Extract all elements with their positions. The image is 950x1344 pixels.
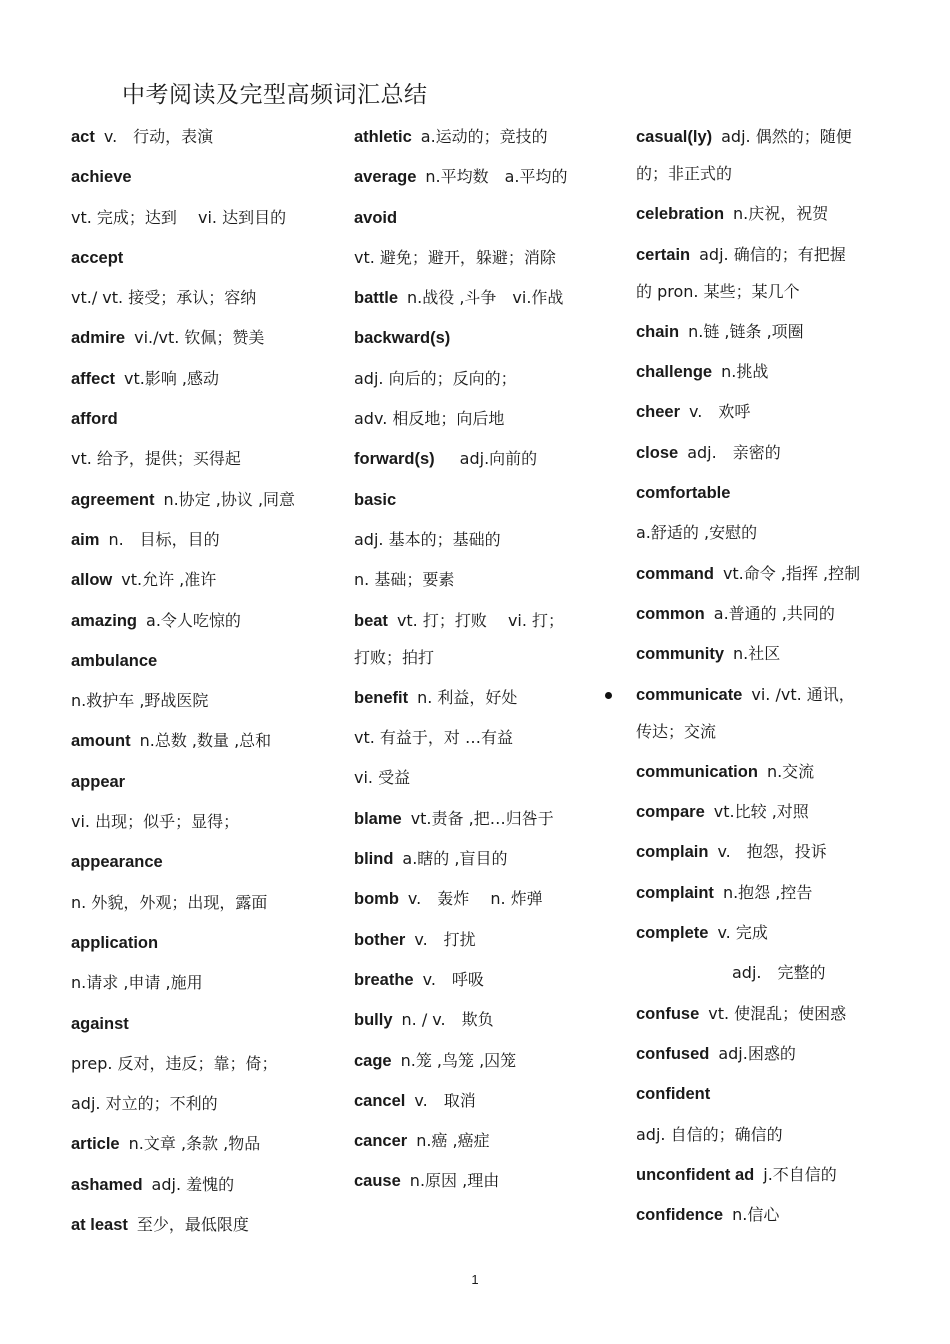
vocab-word: act (71, 128, 95, 146)
vocab-word: ambulance (71, 651, 158, 670)
vocab-word: amazing (71, 611, 138, 630)
vocab-definition: n. 利益，好处 (417, 687, 518, 707)
vocab-word: close (636, 443, 679, 462)
vocab-definition: vt. 使混乱；使困惑 (708, 1003, 847, 1023)
vocab-entry (71, 886, 333, 926)
vocab-entry (354, 1044, 616, 1084)
vocab-entry (636, 315, 880, 355)
vocab-definition: vi. 出现；似乎；显得； (71, 812, 240, 832)
vocab-word: cheer (636, 403, 681, 422)
vocab-word: blame (354, 809, 402, 828)
vocab-definition: n.文章 ,条款 ,物品 (128, 1134, 261, 1154)
vocab-entry (354, 321, 616, 361)
vocab-entry (71, 805, 333, 845)
vocab-word: admire (71, 329, 126, 348)
vocab-column-3 (636, 120, 880, 1238)
vocab-definition: n.交流 (766, 761, 815, 781)
vocab-entry (71, 1127, 333, 1167)
vocab-word: agreement (71, 490, 155, 509)
vocab-entry (354, 963, 616, 1003)
vocab-entry (636, 1037, 880, 1077)
vocab-word: cancer (354, 1132, 408, 1151)
vocab-entry (71, 1047, 333, 1087)
vocab-entry (354, 802, 616, 842)
vocab-word: at least (71, 1216, 128, 1235)
vocab-definition: v. 轰炸 n. 炸弹 (407, 889, 543, 909)
vocab-word: certain (636, 245, 691, 264)
vocab-entry (354, 882, 616, 922)
vocab-definition: v. 打扰 (414, 929, 476, 949)
vocab-definition: n.平均数 a.平均的 (425, 167, 568, 187)
vocab-word: bully (354, 1011, 393, 1030)
vocab-word: against (71, 1014, 129, 1033)
vocab-word: afford (71, 410, 118, 429)
vocab-entry (354, 281, 616, 321)
vocab-word: confused (636, 1044, 710, 1063)
vocab-entry (71, 765, 333, 805)
vocab-entry (354, 721, 616, 761)
vocab-definition: 传达；交流 (636, 721, 717, 741)
vocab-definition: adj. 完整的 (732, 963, 826, 983)
vocab-definition: vt.影响 ,感动 (124, 368, 220, 388)
vocab-word: beat (354, 611, 388, 630)
vocab-definition: 打败；拍打 (354, 647, 435, 667)
vocab-entry (71, 402, 333, 442)
vocab-definition: n.协定 ,协议 ,同意 (163, 489, 296, 509)
vocab-definition: v. 行动，表演 (103, 127, 214, 146)
vocab-definition: 的 pron. 某些；某几个 (636, 281, 800, 301)
vocab-definition: adv. 相反地；向后地 (354, 409, 505, 429)
vocab-entry (354, 160, 616, 200)
vocab-definition: n. 基础；要素 (354, 570, 455, 590)
vocab-entry (636, 997, 880, 1037)
vocab-word: basic (354, 490, 397, 509)
vocab-entry (636, 876, 880, 916)
vocab-entry (354, 362, 616, 402)
vocab-entry (354, 1003, 616, 1043)
vocab-definition: vt. 完成；达到 vi. 达到目的 (71, 207, 287, 227)
vocab-word: blind (354, 850, 394, 869)
vocab-word: confidence (636, 1206, 724, 1225)
vocab-entry (636, 275, 880, 315)
vocab-definition: n.癌 ,癌症 (416, 1131, 490, 1151)
vocab-definition: a.普通的 ,共同的 (713, 603, 835, 623)
vocab-entry (636, 557, 880, 597)
vocab-definition: vt.比较 ,对照 (713, 802, 809, 822)
vocab-entry (71, 120, 333, 160)
vocab-word: celebration (636, 205, 725, 224)
vocab-entry (71, 684, 333, 724)
vocab-definition: v. 欢呼 (689, 402, 751, 422)
vocab-word: application (71, 933, 159, 952)
vocab-word: bomb (354, 890, 399, 909)
vocab-entry (354, 1084, 616, 1124)
vocab-entry (354, 1124, 616, 1164)
vocab-entry (71, 523, 333, 563)
vocab-entry (71, 201, 333, 241)
vocab-definition: vi./vt. 钦佩；赞美 (134, 328, 265, 348)
vocab-word: allow (71, 571, 113, 590)
vocab-entry (71, 362, 333, 402)
vocab-entry (71, 563, 333, 603)
vocab-definition: v. 呼吸 (422, 969, 484, 989)
vocab-entry (71, 483, 333, 523)
vocab-entry (71, 1087, 333, 1127)
vocab-definition: adj.向前的 (443, 449, 538, 469)
vocab-definition: j.不自信的 (763, 1164, 837, 1184)
vocab-word: affect (71, 369, 116, 388)
vocab-definition: n.链 ,链条 ,项圈 (688, 321, 804, 341)
vocab-definition: 的；非正式的 (636, 164, 733, 183)
vocab-word: battle (354, 289, 399, 308)
vocab-entry (354, 604, 616, 641)
vocab-definition: n. 目标，目的 (108, 529, 220, 549)
vocab-word: ashamed (71, 1175, 143, 1194)
vocab-entry (354, 842, 616, 882)
vocab-entry (354, 201, 616, 241)
vocab-entry (71, 966, 333, 1006)
vocab-definition: vt./ vt. 接受；承认；容纳 (71, 288, 257, 308)
vocab-word: compare (636, 803, 705, 822)
vocab-word: cause (354, 1172, 401, 1191)
vocab-word: bother (354, 930, 406, 949)
vocab-definition: 至少，最低限度 (136, 1215, 249, 1235)
vocab-definition: a.运动的；竞技的 (420, 127, 548, 146)
vocab-definition: prep. 反对，违反；靠；倚； (71, 1053, 278, 1073)
vocab-definition: vt. 避免；避开，躲避；消除 (354, 247, 556, 267)
vocab-definition: vt.责备 ,把…归咎于 (410, 808, 554, 828)
vocab-entry (636, 678, 880, 715)
vocab-definition: n.救护车 ,野战医院 (71, 691, 209, 711)
vocab-entry (354, 483, 616, 523)
vocab-definition: n.信心 (732, 1205, 780, 1225)
vocab-definition: adj. 偶然的；随便 (721, 127, 852, 146)
vocab-word: athletic (354, 128, 412, 146)
vocab-entry (354, 923, 616, 963)
vocab-entry (71, 644, 333, 684)
vocab-word: common (636, 604, 705, 623)
vocab-entry (636, 157, 880, 197)
bullet-mark (605, 692, 612, 699)
vocab-word: unconfident ad (636, 1165, 755, 1184)
vocab-definition: vi. /vt. 通讯， (751, 684, 855, 704)
vocab-entry (71, 281, 333, 321)
vocab-definition: n.抱怨 ,控告 (722, 882, 813, 902)
vocab-entry (354, 120, 616, 160)
vocab-definition: vt.允许 ,准许 (121, 570, 217, 590)
vocab-entry (71, 241, 333, 281)
vocab-entry (71, 724, 333, 764)
vocab-definition: vt. 给予，提供；买得起 (71, 449, 241, 469)
vocab-word: confident (636, 1085, 711, 1104)
vocab-definition: n.总数 ,数量 ,总和 (139, 731, 272, 751)
vocab-definition: n.社区 (733, 644, 781, 664)
vocab-definition: n.战役 ,斗争 vi.作战 (407, 288, 564, 308)
page-number: 1 (471, 1272, 479, 1287)
vocab-word: breathe (354, 970, 414, 989)
vocab-word: appear (71, 772, 126, 791)
vocab-entry (636, 120, 880, 157)
vocab-entry (636, 238, 880, 275)
vocab-definition: a.令人吃惊的 (146, 610, 241, 630)
vocab-definition: adj. 确信的；有把握 (699, 244, 846, 264)
vocab-definition: n.请求 ,申请 ,施用 (71, 973, 203, 993)
vocab-definition: v. 完成 (717, 923, 768, 943)
vocab-entry (636, 755, 880, 795)
vocab-entry (636, 956, 880, 996)
vocab-entry (636, 1077, 880, 1117)
vocab-word: community (636, 645, 725, 664)
vocab-entry (636, 476, 880, 516)
vocab-entry (636, 637, 880, 677)
vocab-entry (636, 1158, 880, 1198)
vocab-entry (71, 160, 333, 200)
vocab-entry (636, 197, 880, 237)
vocab-entry (354, 442, 616, 482)
vocab-entry (636, 355, 880, 395)
vocab-definition: vt.命令 ,指挥 ,控制 (722, 563, 861, 583)
vocab-definition: n.原因 ,理由 (409, 1171, 500, 1191)
vocab-definition: adj. 向后的；反向的； (354, 368, 517, 388)
vocab-definition: v. 取消 (414, 1090, 476, 1110)
vocab-entry (71, 321, 333, 361)
vocab-definition: adj. 对立的；不利的 (71, 1094, 218, 1114)
vocab-word: cancel (354, 1091, 406, 1110)
vocab-definition: adj. 亲密的 (687, 442, 781, 462)
vocab-entry (636, 597, 880, 637)
vocab-entry (354, 523, 616, 563)
vocab-word: accept (71, 248, 124, 267)
vocab-word: achieve (71, 168, 132, 187)
vocab-entry (71, 845, 333, 885)
vocab-definition: adj. 基本的；基础的 (354, 529, 501, 549)
vocab-entry (636, 835, 880, 875)
vocab-entry (636, 1198, 880, 1238)
vocab-definition: n. / v. 欺负 (401, 1010, 494, 1030)
page-title: 中考阅读及完型高频词汇总结 (122, 82, 428, 108)
vocab-entry (71, 442, 333, 482)
vocab-definition: n. 外貌，外观；出现，露面 (71, 892, 268, 912)
vocab-word: casual(ly) (636, 128, 713, 146)
vocab-definition: vt. 打；打败 vi. 打； (396, 610, 565, 630)
vocab-definition: adj. 羞愧的 (151, 1174, 235, 1194)
vocab-definition: n.笼 ,鸟笼 ,囚笼 (400, 1050, 517, 1070)
vocab-word: complain (636, 843, 709, 862)
vocab-word: command (636, 564, 714, 583)
vocab-word: challenge (636, 363, 713, 382)
vocab-word: complaint (636, 883, 714, 902)
vocab-entry (636, 516, 880, 556)
vocab-definition: vt. 有益于，对 …有益 (354, 728, 514, 748)
vocab-entry (71, 1168, 333, 1208)
vocab-entry (71, 926, 333, 966)
vocab-word: cage (354, 1051, 392, 1070)
vocab-definition: n.庆祝，祝贺 (733, 204, 829, 224)
vocab-word: avoid (354, 208, 398, 227)
vocab-entry (354, 1164, 616, 1204)
vocab-entry (636, 715, 880, 755)
vocab-column-1 (71, 120, 333, 1248)
vocab-definition: a.舒适的 ,安慰的 (636, 523, 758, 543)
vocab-entry (354, 402, 616, 442)
vocab-word: aim (71, 530, 100, 549)
vocab-entry (354, 563, 616, 603)
vocab-entry (354, 681, 616, 721)
vocab-word: communicate (636, 685, 743, 704)
vocab-entry (636, 436, 880, 476)
vocab-entry (636, 916, 880, 956)
vocab-entry (71, 604, 333, 644)
vocab-definition: a.瞎的 ,盲目的 (402, 849, 508, 869)
vocab-word: appearance (71, 853, 163, 872)
vocab-entry (354, 761, 616, 801)
vocab-word: benefit (354, 688, 409, 707)
vocab-word: backward(s) (354, 329, 451, 348)
vocab-entry (71, 1208, 333, 1248)
vocab-word: complete (636, 924, 709, 943)
vocab-definition: v. 抱怨，投诉 (717, 842, 827, 862)
vocab-word: forward(s) (354, 450, 435, 469)
vocab-entry (636, 795, 880, 835)
vocab-entry (354, 641, 616, 681)
vocab-word: comfortable (636, 484, 731, 503)
vocab-definition: n.挑战 (721, 362, 769, 382)
vocab-word: confuse (636, 1004, 700, 1023)
vocab-word: article (71, 1135, 120, 1154)
vocab-word: communication (636, 762, 758, 781)
vocab-entry (636, 1118, 880, 1158)
vocab-word: average (354, 168, 417, 187)
vocab-word: chain (636, 322, 680, 341)
vocab-definition: vi. 受益 (354, 768, 411, 788)
vocab-column-2 (354, 120, 616, 1205)
vocab-word: amount (71, 732, 131, 751)
vocab-definition: adj.困惑的 (718, 1043, 796, 1063)
vocab-entry (636, 395, 880, 435)
vocab-definition: adj. 自信的；确信的 (636, 1124, 783, 1144)
vocab-entry (354, 241, 616, 281)
vocab-entry (71, 1007, 333, 1047)
